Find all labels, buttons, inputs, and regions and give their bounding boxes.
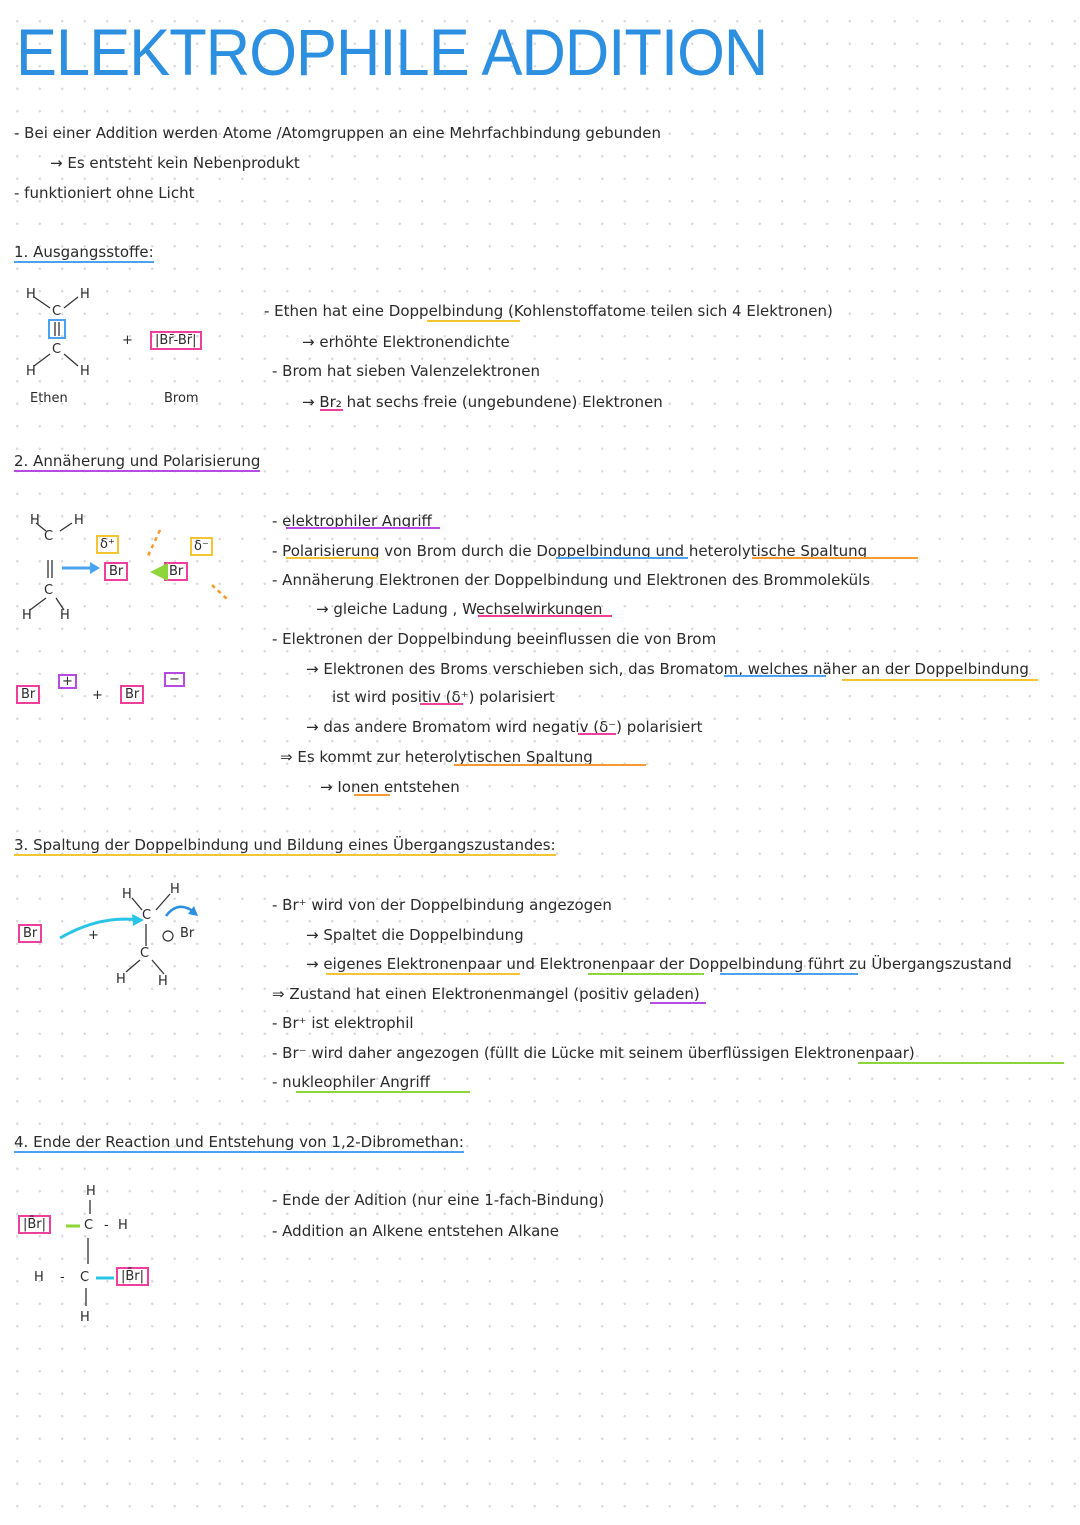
atom-c: C bbox=[80, 1270, 90, 1285]
s2-note-5: - Elektronen der Doppelbindung beeinflussen die von Brom bbox=[272, 630, 717, 648]
intro-line-1: - Bei einer Addition werden Atome /Atomgruppen an eine Mehrfachbindung gebunden bbox=[14, 124, 661, 142]
atom-h: H bbox=[60, 608, 70, 623]
atom-h: H bbox=[26, 287, 36, 302]
intro-line-2: → Es entsteht kein Nebenprodukt bbox=[50, 154, 300, 172]
atom-h: H bbox=[80, 287, 90, 302]
atom-h: H bbox=[26, 364, 36, 379]
bromine-cation: Br bbox=[18, 924, 42, 943]
bromine-cation: Br bbox=[16, 685, 40, 704]
section-1-heading: 1. Ausgangsstoffe: bbox=[14, 243, 154, 261]
s2-note-6: → Elektronen des Broms verschieben sich, das Bromatom, welches näher an der Doppelbindung bbox=[306, 660, 1029, 678]
ethen-label: Ethen bbox=[30, 391, 68, 406]
charge-minus: − bbox=[164, 672, 185, 687]
atom-c: C bbox=[84, 1218, 94, 1233]
s2-note-8: → das andere Bromatom wird negativ (δ⁻) polarisiert bbox=[306, 718, 703, 736]
atom-h: H bbox=[170, 882, 180, 897]
s3-note-6: - Br⁻ wird daher angezogen (füllt die Lücke mit seinem überflüssigen Elektronenpaar) bbox=[272, 1044, 915, 1062]
s4-note-2: - Addition an Alkene entstehen Alkane bbox=[272, 1222, 559, 1240]
s2-note-1: - elektrophiler Angriff bbox=[272, 512, 432, 530]
brom-label: Brom bbox=[164, 391, 199, 406]
s3-note-1: - Br⁺ wird von der Doppelbindung angezogen bbox=[272, 896, 612, 914]
atom-h: H bbox=[86, 1184, 96, 1199]
bromine-atom: Br bbox=[104, 562, 128, 581]
bond-dash: - bbox=[104, 1218, 109, 1233]
atom-h: H bbox=[34, 1270, 44, 1285]
atom-c: C bbox=[52, 304, 62, 319]
s3-note-2: → Spaltet die Doppelbindung bbox=[306, 926, 524, 944]
atom-h: H bbox=[118, 1218, 128, 1233]
plus-sign: + bbox=[92, 688, 103, 703]
atom-c: C bbox=[44, 583, 54, 598]
s2-note-4: → gleiche Ladung , Wechselwirkungen bbox=[316, 600, 603, 618]
atom-h: H bbox=[30, 513, 40, 528]
delta-plus-label: δ⁺ bbox=[96, 535, 119, 554]
s2-note-2: - Polarisierung von Brom durch die Doppelbindung und heterolytische Spaltung bbox=[272, 542, 868, 560]
atom-h: H bbox=[74, 513, 84, 528]
s2-note-7: ist wird positiv (δ⁺) polarisiert bbox=[332, 688, 555, 706]
page-title: ELEKTROPHILE ADDITION bbox=[16, 15, 768, 89]
atom-c: C bbox=[142, 908, 152, 923]
section-3-heading: 3. Spaltung der Doppelbindung und Bildung eines Übergangszustandes: bbox=[14, 836, 556, 854]
bromine-anion: Br bbox=[120, 685, 144, 704]
section-4-heading: 4. Ende der Reaction und Entstehung von 1,2-Dibromethan: bbox=[14, 1133, 464, 1151]
atom-h: H bbox=[116, 972, 126, 987]
atom-h: H bbox=[22, 608, 32, 623]
s1-note-3: - Brom hat sieben Valenzelektronen bbox=[272, 362, 540, 380]
s4-note-1: - Ende der Adition (nur eine 1-fach-Bindung) bbox=[272, 1191, 605, 1209]
intro-line-3: - funktioniert ohne Licht bbox=[14, 184, 195, 202]
s3-note-4: ⇒ Zustand hat einen Elektronenmangel (positiv geladen) bbox=[272, 985, 700, 1003]
bromine-molecule: |Br̄-Br̄| bbox=[150, 331, 202, 350]
atom-h: H bbox=[158, 974, 168, 989]
atom-c: C bbox=[52, 342, 62, 357]
bromine-atom: Br bbox=[180, 926, 195, 941]
charge-plus: + bbox=[58, 674, 77, 689]
atom-h: H bbox=[122, 887, 132, 902]
bromine-atom: |B̄r| bbox=[116, 1267, 149, 1286]
atom-c: C bbox=[44, 529, 54, 544]
atom-h: H bbox=[80, 1310, 90, 1325]
s3-note-3: → eigenes Elektronenpaar und Elektronenpaar der Doppelbindung führt zu Übergangszustand bbox=[306, 955, 1012, 973]
s3-note-5: - Br⁺ ist elektrophil bbox=[272, 1014, 414, 1032]
bromine-atom: |B̄r| bbox=[18, 1215, 51, 1234]
bromine-atom: Br bbox=[164, 562, 188, 581]
s3-note-7: - nukleophiler Angriff bbox=[272, 1073, 430, 1091]
s2-note-9: ⇒ Es kommt zur heterolytischen Spaltung bbox=[280, 748, 593, 766]
plus-sign: + bbox=[88, 928, 99, 943]
bond-dash: - bbox=[60, 1270, 65, 1285]
s1-note-4: → Br₂ hat sechs freie (ungebundene) Elektronen bbox=[302, 393, 663, 411]
atom-h: H bbox=[80, 364, 90, 379]
s1-note-2: → erhöhte Elektronendichte bbox=[302, 333, 510, 351]
s2-note-3: - Annäherung Elektronen der Doppelbindung und Elektronen des Brommoleküls bbox=[272, 571, 871, 589]
plus-sign: + bbox=[122, 333, 133, 348]
delta-minus-label: δ⁻ bbox=[190, 537, 213, 556]
s2-note-10: → Ionen entstehen bbox=[320, 778, 460, 796]
section-2-heading: 2. Annäherung und Polarisierung bbox=[14, 452, 261, 470]
s1-note-1: - Ethen hat eine Doppelbindung (Kohlenstoffatome teilen sich 4 Elektronen) bbox=[264, 302, 833, 320]
atom-c: C bbox=[140, 946, 150, 961]
